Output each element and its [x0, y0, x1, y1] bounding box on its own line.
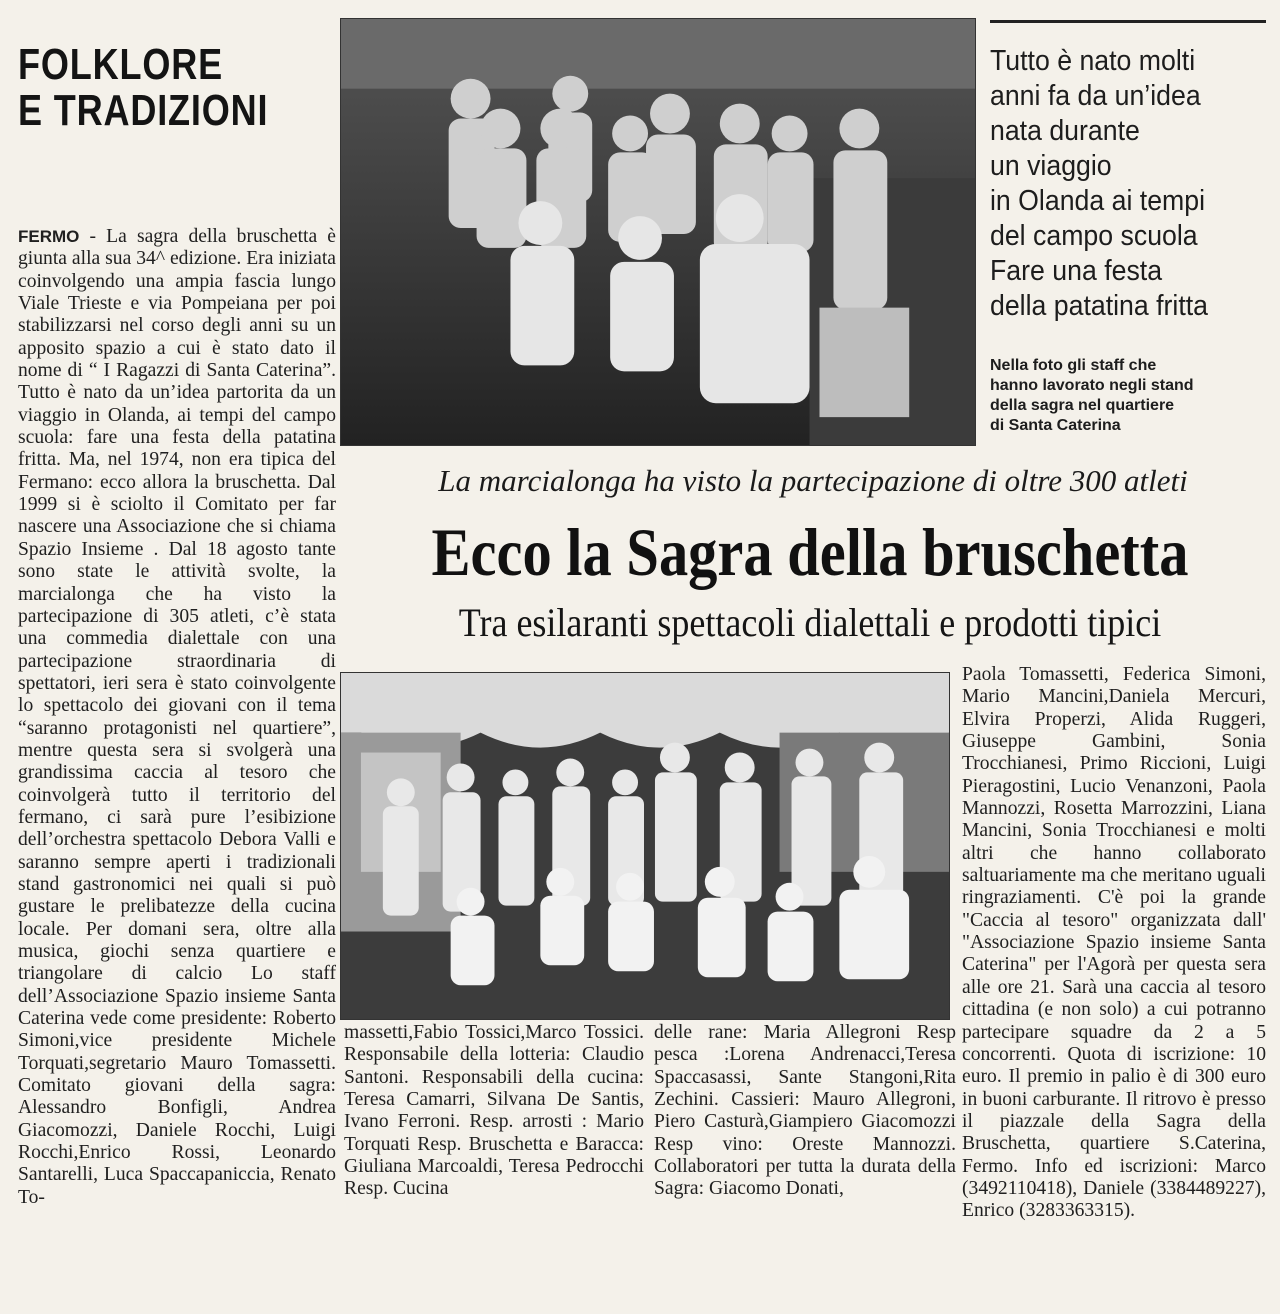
kicker: La marcialonga ha visto la partecipazione di oltre 300 atleti	[438, 463, 1188, 498]
pull-quote-line: in Olanda ai tempi	[990, 185, 1206, 217]
quote-rule	[990, 20, 1266, 23]
dateline: FERMO	[18, 227, 80, 246]
article-column-left	[18, 226, 336, 1306]
pull-quote-line: del campo scuola	[990, 220, 1198, 252]
section-label	[18, 40, 269, 135]
pull-quote	[990, 44, 1244, 324]
article-text-left: - La sagra della bruschetta è giunta alla sua 34^ edizione. Era iniziata coinvolgendo una ampia fascia lungo Viale Trieste e via Pompeiana per poi stabilizzarsi nel corso degli anni su un apposito spazio a cui è stato dato il nome di “ I Ragazzi di Santa Caterina”. Tutto è nato da un’idea partorita da un viaggio in Olanda, ai tempi del campo scuola: fare una festa della patatina fritta. Ma, nel 1974, non era tipica del Fermano: ecco allora la bruschetta. Dal 1999 si è sciolto il Comitato per far nascere una Associazione che si chiama Spazio Insieme . Dal 18 agosto tante sono state le attività svolte, la marcialonga che ha visto la partecipazione di 305 atleti, c’è stata una commedia dialettale con una partecipazione straordinaria di spettatori, ieri sera è stato coinvolgente lo spettacolo dei giovani con il tema “saranno protagonisti nel quartiere”, mentre questa sera si svolgerà una grandissima caccia al tesoro che coinvolgerà tutto il territorio del fermano, ci sarà pure l’esibizione dell’orchestra spettacolo Debora Valli e saranno sempre aperti i tradizionali stand gastronomici nei quali si può gustare le prelibatezze della cucina locale. Per domani sera, oltre alla musica, giochi senza quartiere e triangolare di calcio Lo staff dell’Associazione Spazio insieme Santa Caterina vede come presidente: Roberto Simoni,vice presidente Michele Torquati,segretario Mauro Tomassetti. Comitato giovani della sagra: Alessandro Bonfigli, Andrea Giacomozzi, Daniele Rocchi, Luigi Rocchi,Enrico Rossi, Leonardo Santarelli, Luca Spaccapaniccia, Renato To-	[18, 226, 336, 1208]
article-column-right: Paola Tomassetti, Federica Simoni, Mario Mancini,Daniela Mercuri, Elvira Properzi, Alida Ruggeri, Giuseppe Gambini, Sonia Trocchianesi, Primo Riccioni, Luigi Pieragostini, Lucio Venanzoni, Paola Mannozzi, Rosetta Marrozzini, Liana Mancini, Sonia Trocchianesi e molti altri che hanno collaborato saltuariamente ma che meritano uguali ringraziamenti. C'è poi la grande "Caccia al tesoro" organizzata dall' "Associazione Spazio insieme Santa Caterina" per l'Agorà per questa sera alle ore 21. Sarà una caccia al tesoro cittadina (e non solo) a cui potranno partecipare squadre da 2 a 5 concorrenti. Quota di iscrizione: 10 euro. Il premio in palio è di 300 euro in buoni carburante. Il ritrovo è presso il piazzale della Sagra della Bruschetta, quartiere S.Caterina, Fermo. Info ed iscrizioni: Marco (3492110418), Daniele (3384489227), Enrico (3283363315).	[962, 664, 1266, 1222]
pull-quote-line: della patatina fritta	[990, 290, 1209, 322]
photo-caption	[990, 356, 1266, 436]
section-label-line2: E TRADIZIONI	[18, 86, 269, 135]
pull-quote-line: Fare una festa	[990, 255, 1163, 287]
caption-line: della sagra nel quartiere	[990, 397, 1175, 414]
pull-quote-line: Tutto è nato molti	[990, 45, 1196, 77]
article-column-bottom-2: delle rane: Maria Allegroni Resp pesca :Lorena Andrenacci,Teresa Spaccasassi, Sante Stangoni,Rita Zechini. Cassieri: Mauro Allegroni, Piero Casturà,Giampiero Giacomozzi Resp vino: Oreste Mannozzi. Collaboratori per tutta la durata della Sagra: Giacomo Donati,	[654, 1022, 956, 1200]
pull-quote-line: anni fa da un’idea	[990, 80, 1201, 112]
article-column-bottom-1: massetti,Fabio Tossici,Marco Tossici. Responsabile della lotteria: Claudio Santoni. Responsabili della cucina: Teresa Camarri, Silvana De Santis, Ivano Ferroni. Resp. arrosti : Mario Torquati Resp. Bruschetta e Baracca: Giuliana Marcoaldi, Teresa Pedrocchi Resp. Cucina	[344, 1022, 644, 1200]
headline: Ecco la Sagra della bruschetta	[431, 514, 1189, 590]
staff-photo-bottom	[340, 672, 950, 1020]
pull-quote-line: nata durante	[990, 115, 1140, 147]
subheadline: Tra esilaranti spettacoli dialettali e prodotti tipici	[458, 600, 1162, 645]
caption-line: di Santa Caterina	[990, 417, 1121, 434]
caption-line: hanno lavorato negli stand	[990, 377, 1194, 394]
section-label-line1: FOLKLORE	[18, 40, 223, 89]
caption-line: Nella foto gli staff che	[990, 357, 1157, 374]
staff-photo-top	[340, 18, 976, 446]
pull-quote-line: un viaggio	[990, 150, 1112, 182]
